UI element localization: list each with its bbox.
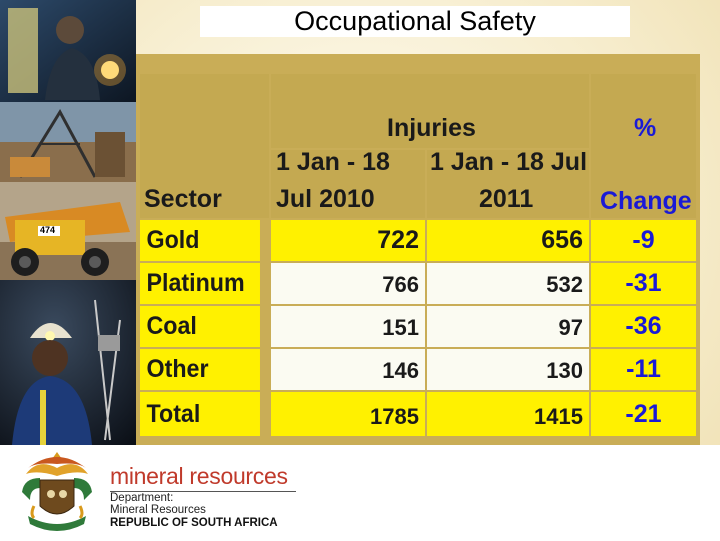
sector-header-label: Sector	[144, 185, 222, 213]
department-name: Mineral Resources	[110, 504, 206, 516]
injuries-header-label: Injuries	[387, 114, 476, 142]
table-row-change: -21	[591, 392, 696, 436]
slide-title: Occupational Safety	[200, 6, 630, 37]
table-row-2010: 1785	[271, 392, 425, 436]
photo-strip	[0, 0, 136, 445]
percent-symbol-label: %	[634, 114, 657, 142]
table-row-sector: Other	[140, 349, 260, 390]
table-row-sector: Total	[140, 392, 260, 436]
period-2010-line2: Jul 2010	[276, 185, 375, 213]
coat-of-arms-icon	[18, 448, 96, 536]
photo-haul-truck	[0, 182, 136, 280]
table-row-2011: 130	[427, 349, 589, 390]
table-row-2011: 532	[427, 263, 589, 304]
table-row-change: -11	[591, 349, 696, 390]
change-header-label: Change	[600, 187, 692, 215]
footer	[0, 445, 720, 540]
period-2011-line1: 1 Jan - 18 Jul	[430, 148, 588, 176]
table-row-2010: 722	[271, 220, 425, 261]
table-row-sector: Platinum	[140, 263, 260, 304]
truck-number-label: 474	[40, 225, 56, 235]
table-row-2010: 766	[271, 263, 425, 304]
table-row-change: -36	[591, 306, 696, 347]
brand-name: mineral resources	[110, 463, 288, 489]
table-row-2010: 146	[271, 349, 425, 390]
table-row-change: -9	[591, 220, 696, 261]
period-2011-line2: 2011	[479, 185, 534, 213]
photo-mine-site	[0, 102, 136, 182]
table-row-sector: Gold	[140, 220, 260, 261]
photo-miner	[0, 280, 136, 445]
department-label: Department:	[110, 492, 174, 504]
injuries-table	[136, 54, 700, 445]
table-row-2010: 151	[271, 306, 425, 347]
table-row-2011: 97	[427, 306, 589, 347]
country-label: REPUBLIC OF SOUTH AFRICA	[110, 517, 278, 529]
table-row-change: -31	[591, 263, 696, 304]
table-row-2011: 656	[427, 220, 589, 261]
photo-worker	[0, 0, 136, 102]
table-row-sector: Coal	[140, 306, 260, 347]
table-row-2011: 1415	[427, 392, 589, 436]
period-2010-line1: 1 Jan - 18	[276, 148, 390, 176]
